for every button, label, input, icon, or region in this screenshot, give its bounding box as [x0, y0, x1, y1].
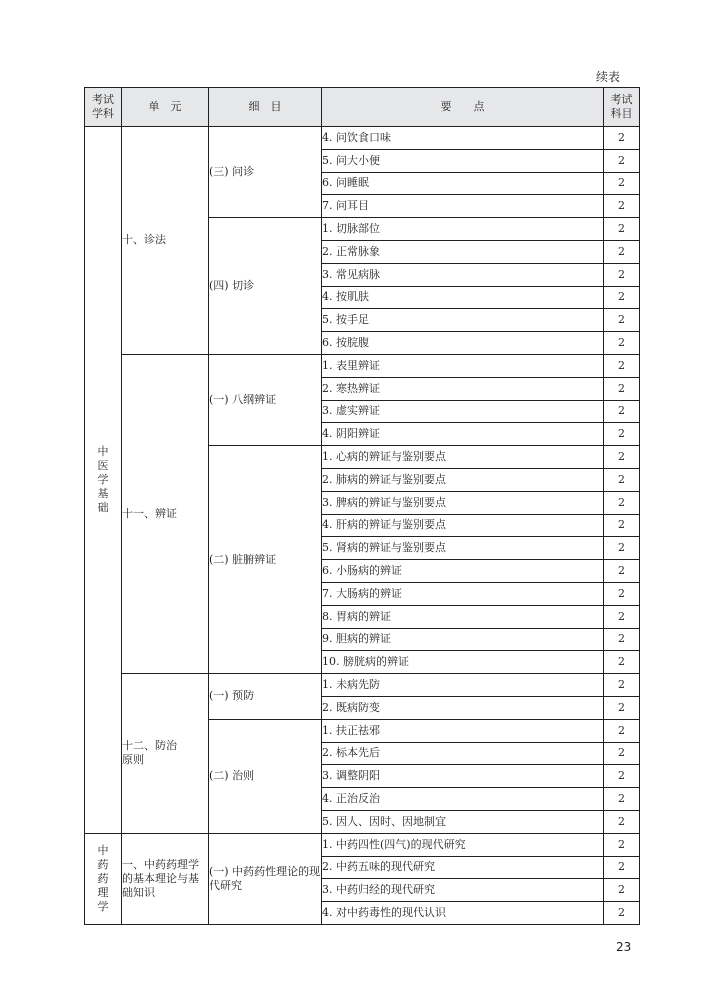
point-cell: 4. 肝病的辨证与鉴别要点: [322, 514, 604, 537]
point-cell: 6. 按脘腹: [322, 332, 604, 355]
item-cell: (二) 治则: [209, 719, 322, 833]
point-cell: 5. 因人、因时、因地制宜: [322, 810, 604, 833]
table-header-row: [85, 88, 640, 127]
table-row: [85, 127, 640, 150]
score-cell: 2: [604, 742, 640, 765]
unit-cell: 十一、辨证: [122, 354, 209, 673]
point-cell: 9. 胆病的辨证: [322, 628, 604, 651]
score-cell: 2: [604, 605, 640, 628]
score-cell: 2: [604, 560, 640, 583]
point-cell: 2. 正常脉象: [322, 240, 604, 263]
point-cell: 5. 按手足: [322, 309, 604, 332]
score-cell: 2: [604, 286, 640, 309]
point-cell: 4. 阴阳辨证: [322, 423, 604, 446]
item-cell: (一) 中药药性理论的现代研究: [209, 833, 322, 924]
header-point: 要 点: [322, 88, 604, 127]
header-subject: [85, 88, 122, 127]
syllabus-table: [84, 87, 640, 925]
point-cell: 2. 肺病的辨证与鉴别要点: [322, 468, 604, 491]
table-row: [85, 833, 640, 856]
point-cell: 4. 按肌肤: [322, 286, 604, 309]
table-body: [85, 127, 640, 925]
header-subject-text: 考试 学科: [92, 93, 114, 120]
unit-cell: 十二、防治 原则: [122, 674, 209, 834]
score-cell: 2: [604, 468, 640, 491]
score-cell: 2: [604, 332, 640, 355]
score-cell: 2: [604, 765, 640, 788]
score-cell: 2: [604, 377, 640, 400]
item-cell: (三) 问诊: [209, 127, 322, 218]
score-cell: 2: [604, 218, 640, 241]
point-cell: 2. 既病防变: [322, 696, 604, 719]
point-cell: 8. 胃病的辨证: [322, 605, 604, 628]
point-cell: 6. 小肠病的辨证: [322, 560, 604, 583]
score-cell: 2: [604, 902, 640, 925]
score-cell: 2: [604, 423, 640, 446]
header-score: [604, 88, 640, 127]
score-cell: 2: [604, 651, 640, 674]
point-cell: 3. 虚实辨证: [322, 400, 604, 423]
score-cell: 2: [604, 628, 640, 651]
point-cell: 1. 切脉部位: [322, 218, 604, 241]
score-cell: 2: [604, 240, 640, 263]
item-cell: (一) 预防: [209, 674, 322, 720]
score-cell: 2: [604, 400, 640, 423]
score-cell: 2: [604, 719, 640, 742]
score-cell: 2: [604, 127, 640, 150]
score-cell: 2: [604, 856, 640, 879]
point-cell: 7. 问耳目: [322, 195, 604, 218]
score-cell: 2: [604, 788, 640, 811]
score-cell: 2: [604, 514, 640, 537]
score-cell: 2: [604, 674, 640, 697]
subject-name: 中药药理学: [97, 843, 109, 913]
score-cell: 2: [604, 696, 640, 719]
header-score-text: 考试 科目: [610, 93, 633, 120]
point-cell: 7. 大肠病的辨证: [322, 582, 604, 605]
score-cell: 2: [604, 149, 640, 172]
point-cell: 4. 正治反治: [322, 788, 604, 811]
score-cell: 2: [604, 354, 640, 377]
table-row: [85, 354, 640, 377]
page-number: 23: [616, 940, 632, 954]
point-cell: 3. 中药归经的现代研究: [322, 879, 604, 902]
subject-name: 中医学基础: [97, 444, 109, 514]
point-cell: 4. 问饮食口味: [322, 127, 604, 150]
point-cell: 3. 常见病脉: [322, 263, 604, 286]
score-cell: 2: [604, 263, 640, 286]
header-item: 细 目: [209, 88, 322, 127]
subject-cell: [85, 833, 122, 924]
item-cell: (四) 切诊: [209, 218, 322, 355]
point-cell: 3. 调整阴阳: [322, 765, 604, 788]
unit-cell: 十、诊法: [122, 127, 209, 355]
point-cell: 2. 寒热辨证: [322, 377, 604, 400]
point-cell: 1. 中药四性(四气)的现代研究: [322, 833, 604, 856]
point-cell: 10. 膀胱病的辨证: [322, 651, 604, 674]
score-cell: 2: [604, 537, 640, 560]
item-cell: (一) 八纲辨证: [209, 354, 322, 445]
subject-cell: [85, 127, 122, 834]
item-cell: (二) 脏腑辨证: [209, 446, 322, 674]
score-cell: 2: [604, 582, 640, 605]
score-cell: 2: [604, 810, 640, 833]
score-cell: 2: [604, 879, 640, 902]
point-cell: 2. 中药五味的现代研究: [322, 856, 604, 879]
point-cell: 1. 扶正祛邪: [322, 719, 604, 742]
score-cell: 2: [604, 195, 640, 218]
score-cell: 2: [604, 446, 640, 469]
point-cell: 1. 表里辨证: [322, 354, 604, 377]
point-cell: 5. 问大小便: [322, 149, 604, 172]
point-cell: 3. 脾病的辨证与鉴别要点: [322, 491, 604, 514]
unit-cell: 一、中药药理学的基本理论与基础知识: [122, 833, 209, 924]
point-cell: 5. 肾病的辨证与鉴别要点: [322, 537, 604, 560]
table-row: [85, 674, 640, 697]
point-cell: 2. 标本先后: [322, 742, 604, 765]
continued-label: 续表: [596, 70, 621, 84]
point-cell: 1. 心病的辨证与鉴别要点: [322, 446, 604, 469]
score-cell: 2: [604, 491, 640, 514]
point-cell: 4. 对中药毒性的现代认识: [322, 902, 604, 925]
point-cell: 1. 未病先防: [322, 674, 604, 697]
point-cell: 6. 问睡眠: [322, 172, 604, 195]
header-unit: 单 元: [122, 88, 209, 127]
score-cell: 2: [604, 833, 640, 856]
score-cell: 2: [604, 309, 640, 332]
score-cell: 2: [604, 172, 640, 195]
